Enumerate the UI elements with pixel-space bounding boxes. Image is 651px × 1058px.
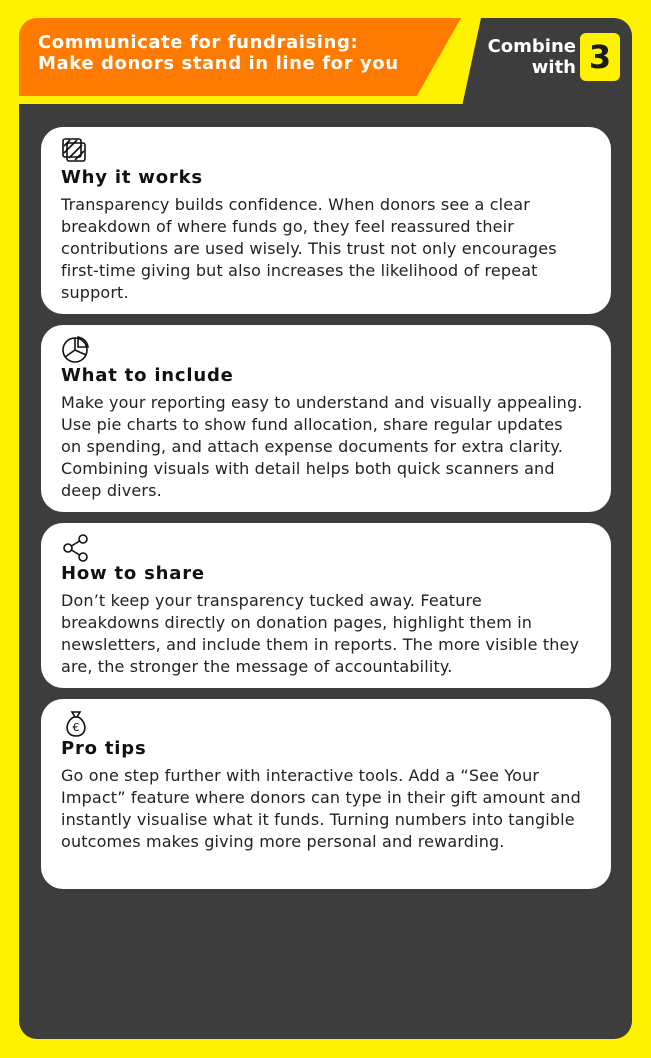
section-heading: How to share	[61, 563, 205, 584]
svg-text:€: €	[72, 721, 80, 734]
title-line-2: Make donors stand in line for you	[38, 53, 399, 74]
section-card-what-to-include	[41, 325, 611, 512]
combine-line-2: with	[531, 57, 576, 78]
combine-label	[480, 36, 576, 78]
pie-chart-icon	[61, 335, 91, 365]
section-heading: Why it works	[61, 167, 203, 188]
section-card-how-to-share	[41, 523, 611, 688]
section-heading: Pro tips	[61, 738, 147, 759]
page-title	[38, 32, 438, 74]
section-card-pro-tips	[41, 699, 611, 889]
section-heading: What to include	[61, 365, 234, 386]
combine-line-1: Combine	[487, 36, 576, 57]
money-bag-icon	[61, 709, 91, 739]
section-body: Go one step further with interactive tools. Add a “See Your Impact” feature where donors can type in their gift amount and instantly visualise what it funds. Turning numbers into tangible outcomes makes giving more personal and rewarding.	[61, 766, 581, 851]
combine-number-badge: 3	[580, 33, 620, 81]
layers-icon	[61, 137, 91, 167]
section-card-why-it-works	[41, 127, 611, 314]
section-body: Make your reporting easy to understand and visually appealing. Use pie charts to show fund allocation, share regular updates on spending, and attach expense documents for extra clarity. Combining visuals with detail helps both quick scanners and deep divers.	[61, 393, 583, 500]
section-body: Don’t keep your transparency tucked away. Feature breakdowns directly on donation pages, highlight them in newsletters, and include them in reports. The more visible they are, the stronger the message of accountability.	[61, 591, 580, 676]
share-icon	[61, 533, 91, 563]
title-line-1: Communicate for fundraising:	[38, 32, 359, 53]
section-body: Transparency builds confidence. When donors see a clear breakdown of where funds go, they feel reassured their contributions are used wisely. This trust not only encourages first-time giving but also increases the likelihood of repeat support.	[61, 195, 557, 302]
